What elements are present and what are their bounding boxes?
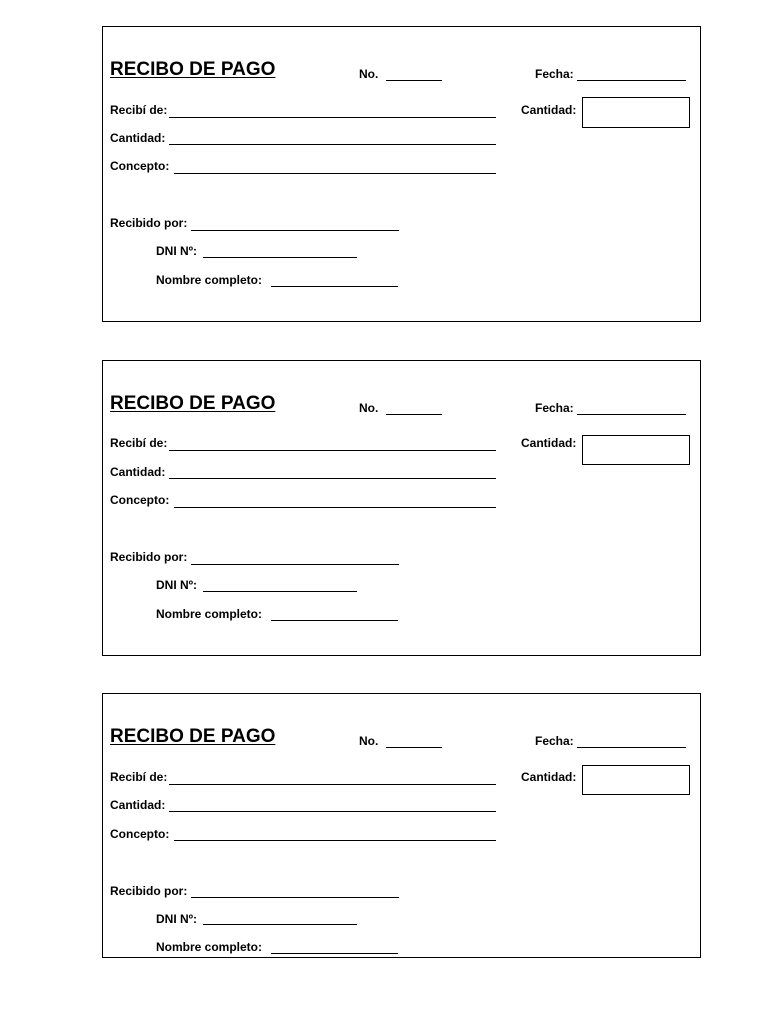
full-name-field[interactable] — [271, 620, 398, 621]
date-field[interactable] — [577, 747, 686, 748]
received-by-field[interactable] — [191, 564, 399, 565]
amount-box-label: Cantidad: — [521, 436, 577, 450]
received-from-field[interactable] — [169, 784, 496, 785]
concept-label: Concepto: — [110, 827, 170, 841]
received-from-label: Recibí de: — [110, 436, 168, 450]
receipt-form — [102, 360, 701, 656]
amount-label: Cantidad: — [110, 798, 166, 812]
number-label: No. — [359, 401, 379, 415]
date-field[interactable] — [577, 414, 686, 415]
date-label: Fecha: — [535, 734, 574, 748]
number-label: No. — [359, 67, 379, 81]
number-label: No. — [359, 734, 379, 748]
receipt-title: RECIBO DE PAGO — [110, 59, 276, 80]
receipt-title: RECIBO DE PAGO — [110, 393, 276, 414]
number-field[interactable] — [386, 80, 442, 81]
full-name-field[interactable] — [271, 953, 398, 954]
amount-field[interactable] — [169, 811, 496, 812]
amount-box-field[interactable] — [582, 765, 690, 795]
received-by-field[interactable] — [191, 897, 399, 898]
full-name-label: Nombre completo: — [156, 607, 263, 621]
concept-field[interactable] — [174, 507, 496, 508]
received-from-field[interactable] — [169, 450, 496, 451]
concept-field[interactable] — [174, 173, 496, 174]
full-name-label: Nombre completo: — [156, 940, 263, 954]
full-name-label: Nombre completo: — [156, 273, 263, 287]
number-field[interactable] — [386, 414, 442, 415]
dni-label: DNI Nº: — [156, 244, 198, 258]
amount-field[interactable] — [169, 144, 496, 145]
receipt-form — [102, 693, 701, 958]
dni-field[interactable] — [203, 924, 357, 925]
date-label: Fecha: — [535, 67, 574, 81]
concept-label: Concepto: — [110, 159, 170, 173]
full-name-field[interactable] — [271, 286, 398, 287]
amount-box-field[interactable] — [582, 97, 690, 128]
date-label: Fecha: — [535, 401, 574, 415]
dni-label: DNI Nº: — [156, 578, 198, 592]
amount-label: Cantidad: — [110, 465, 166, 479]
concept-label: Concepto: — [110, 493, 170, 507]
receipt-form — [102, 26, 701, 322]
received-by-field[interactable] — [191, 230, 399, 231]
dni-field[interactable] — [203, 257, 357, 258]
received-by-label: Recibido por: — [110, 550, 188, 564]
received-by-label: Recibido por: — [110, 884, 188, 898]
dni-label: DNI Nº: — [156, 912, 198, 926]
receipt-title: RECIBO DE PAGO — [110, 726, 276, 747]
number-field[interactable] — [386, 747, 442, 748]
concept-field[interactable] — [174, 840, 496, 841]
amount-box-label: Cantidad: — [521, 770, 577, 784]
date-field[interactable] — [577, 80, 686, 81]
dni-field[interactable] — [203, 591, 357, 592]
received-from-label: Recibí de: — [110, 103, 168, 117]
amount-box-label: Cantidad: — [521, 103, 577, 117]
received-from-field[interactable] — [169, 117, 496, 118]
amount-box-field[interactable] — [582, 435, 690, 465]
received-by-label: Recibido por: — [110, 216, 188, 230]
amount-field[interactable] — [169, 478, 496, 479]
received-from-label: Recibí de: — [110, 770, 168, 784]
amount-label: Cantidad: — [110, 131, 166, 145]
